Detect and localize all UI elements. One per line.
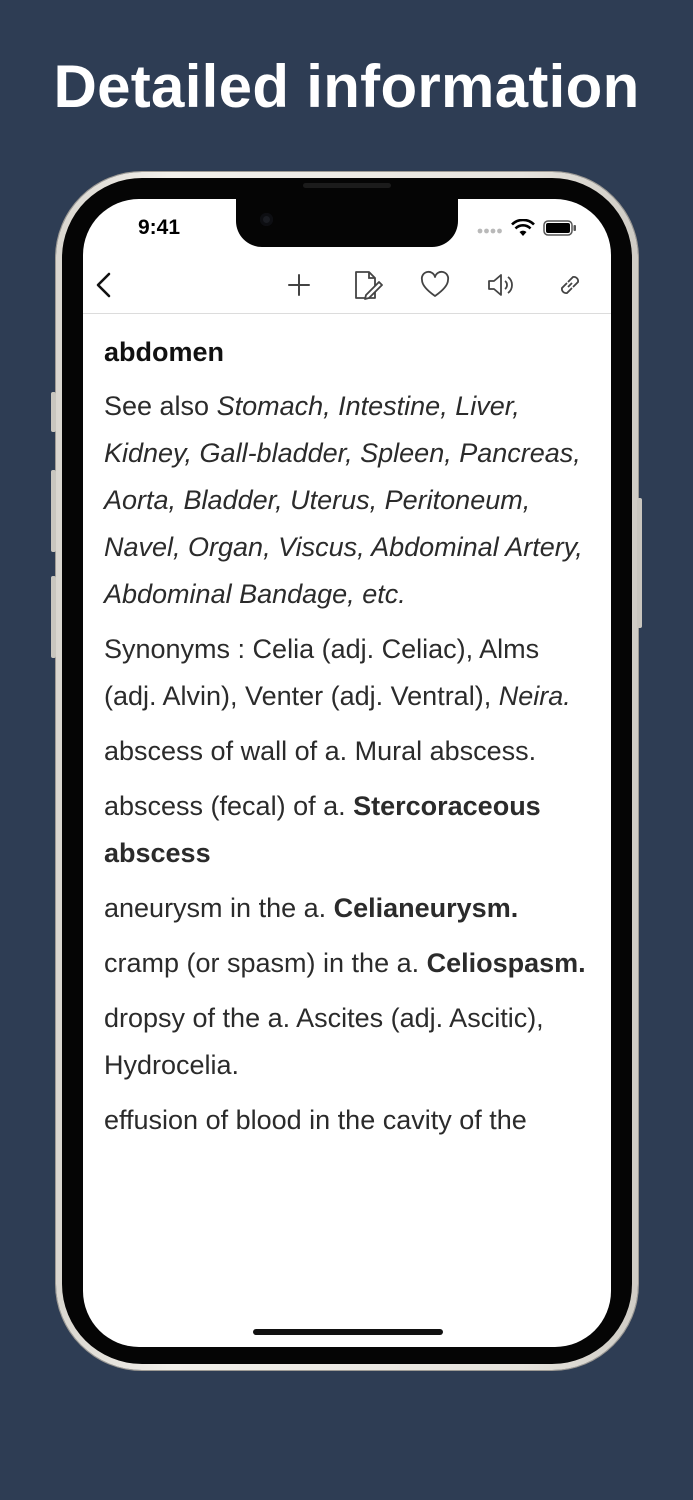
signal-icon (477, 222, 503, 240)
definition-text: cramp (or spasm) in the a. (104, 948, 427, 978)
definition-item: abscess of wall of a. Mural abscess. (104, 736, 537, 766)
front-camera (260, 213, 273, 226)
definition-term: Celianeurysm. (333, 893, 519, 923)
battery-icon (543, 220, 577, 241)
definition-item: dropsy of the a. Ascites (adj. Ascitic), Hydrocelia. (104, 1003, 544, 1080)
synonyms-text: Synonyms : Celia (adj. Celiac), Alms (adj. Alvin), Venter (adj. Ventral), (104, 634, 540, 711)
see-also-links[interactable]: Stomach, Intestine, Liver, Kidney, Gall-bladder, Spleen, Pancreas, Aorta, Bladder, Uterus, Peritoneum, Navel, Organ, Viscus, Abdominal Artery, Abdominal Bandage, etc. (104, 391, 583, 609)
see-also-prefix: See also (104, 391, 217, 421)
definition-text: abscess (fecal) of a. (104, 791, 354, 821)
side-button (637, 498, 642, 628)
toolbar (83, 257, 611, 314)
definition-term: Celiospasm. (426, 948, 586, 978)
phone-screen (83, 199, 611, 1347)
home-indicator[interactable] (253, 1329, 443, 1335)
headline: Detailed information (53, 53, 640, 120)
volume-up-button (51, 470, 56, 552)
speaker-slit (303, 183, 391, 188)
speaker-icon[interactable] (486, 269, 518, 301)
status-time: 9:41 (138, 216, 181, 239)
wifi-icon (511, 219, 535, 242)
entry-title: abdomen (104, 337, 225, 367)
note-edit-icon[interactable] (351, 269, 383, 301)
volume-down-button (51, 576, 56, 658)
definition-item (104, 783, 594, 877)
back-chevron-icon[interactable] (89, 269, 121, 301)
definition-item (104, 885, 594, 932)
definition-term: Stercoraceous abscess (104, 791, 541, 868)
notch (236, 199, 458, 247)
heart-icon[interactable] (419, 269, 451, 301)
silent-switch (51, 392, 56, 432)
definition-text: aneurysm in the a. (104, 893, 334, 923)
see-also-paragraph (104, 383, 594, 618)
entry-content (104, 327, 594, 1152)
definition-item (104, 940, 594, 987)
definition-item: effusion of blood in the cavity of the (104, 1105, 527, 1135)
synonyms-paragraph (104, 626, 594, 720)
link-icon[interactable] (554, 269, 586, 301)
synonyms-italic: Neira. (498, 681, 571, 711)
plus-icon[interactable] (283, 269, 315, 301)
status-icons (477, 219, 577, 242)
